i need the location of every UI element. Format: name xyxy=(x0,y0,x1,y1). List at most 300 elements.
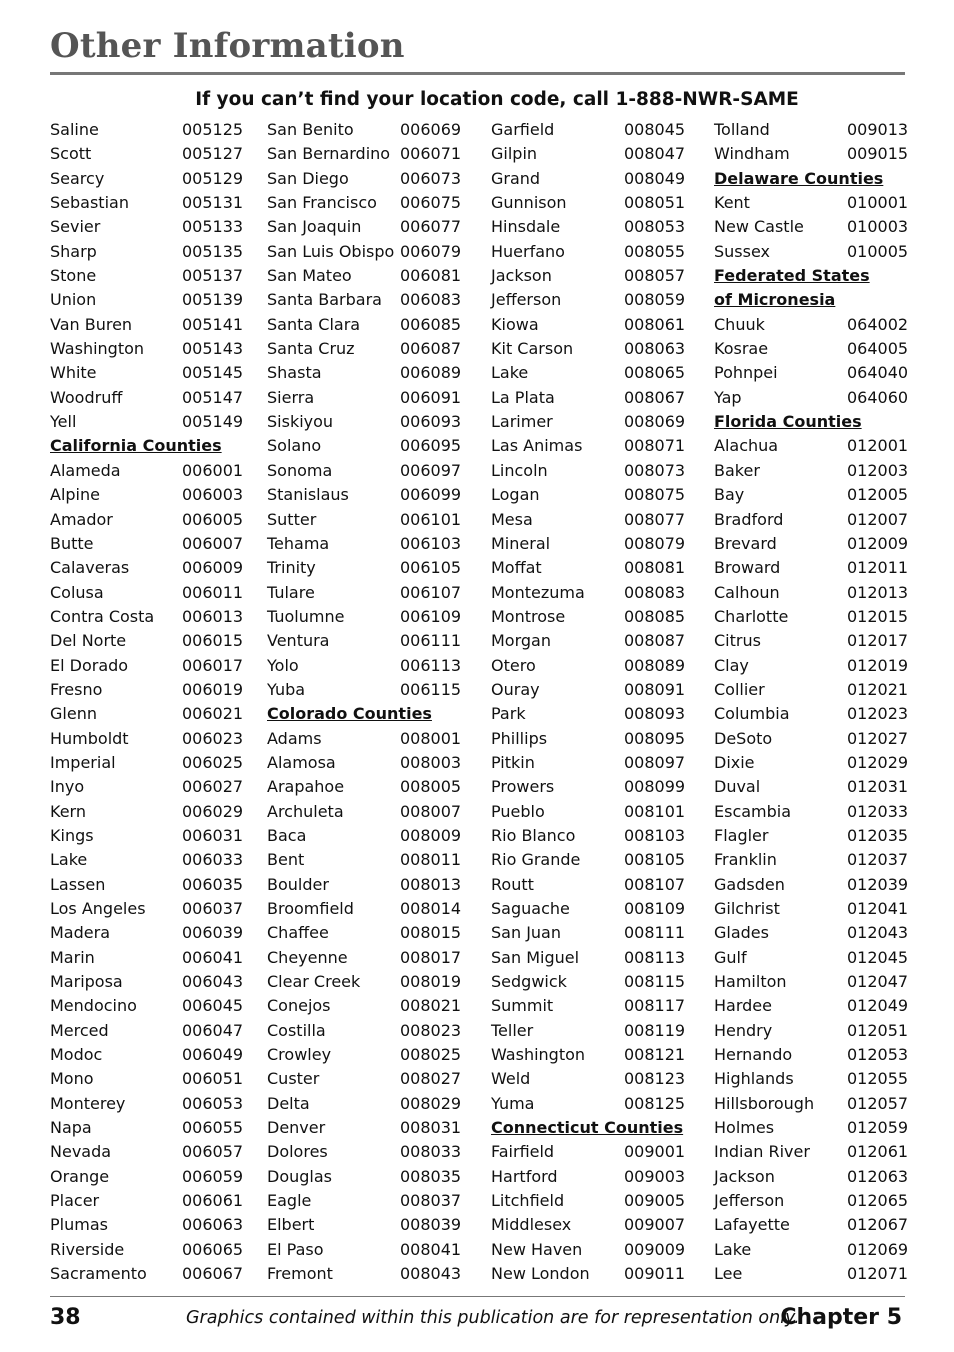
county-code: 008081 xyxy=(624,558,686,578)
county-row xyxy=(491,1043,686,1067)
county-row xyxy=(714,459,909,483)
county-code: 008037 xyxy=(400,1191,462,1211)
county-row xyxy=(491,946,686,970)
section-heading xyxy=(714,264,884,313)
county-row xyxy=(50,775,244,799)
county-row xyxy=(50,167,244,191)
county-row xyxy=(50,848,244,872)
county-row xyxy=(714,240,909,264)
county-name: Tolland xyxy=(714,120,770,139)
county-code: 008083 xyxy=(624,582,686,602)
county-row xyxy=(714,581,909,605)
county-name: Lafayette xyxy=(714,1215,790,1235)
county-name: Kosrae xyxy=(714,339,769,359)
county-code: 010005 xyxy=(847,241,909,261)
county-name: Escambia xyxy=(714,801,792,821)
county-row xyxy=(267,459,462,483)
county-row xyxy=(50,361,244,385)
county-name: San Francisco xyxy=(267,193,377,213)
county-name: Grand xyxy=(491,168,541,188)
county-code: 005133 xyxy=(182,217,244,237)
county-name: Saguache xyxy=(491,899,570,918)
county-code: 012013 xyxy=(847,582,909,602)
county-row xyxy=(491,508,686,532)
county-column-4 xyxy=(714,118,909,1287)
county-code: 008101 xyxy=(624,801,686,821)
county-name: Tulare xyxy=(267,582,315,602)
county-row xyxy=(267,751,462,775)
county-name: Garfield xyxy=(491,120,555,139)
county-row xyxy=(714,751,909,775)
county-name: Custer xyxy=(267,1069,320,1089)
county-row xyxy=(267,654,462,678)
county-row xyxy=(714,897,909,921)
county-row xyxy=(714,1140,909,1164)
county-row xyxy=(714,824,909,848)
county-code: 012051 xyxy=(847,1020,909,1040)
county-name: Archuleta xyxy=(267,801,344,821)
section-heading-label: Florida Counties xyxy=(714,412,862,432)
county-code: 009011 xyxy=(624,1264,686,1284)
county-name: Montrose xyxy=(491,606,566,626)
county-row xyxy=(50,410,244,434)
county-code: 006051 xyxy=(182,1069,244,1089)
county-code: 008035 xyxy=(400,1166,462,1186)
county-code: 006087 xyxy=(400,339,462,359)
county-row xyxy=(50,994,244,1018)
county-name: Adams xyxy=(267,728,322,748)
county-row xyxy=(267,727,462,751)
county-row xyxy=(50,727,244,751)
county-row xyxy=(50,337,244,361)
county-code: 006025 xyxy=(182,752,244,772)
county-name: Amador xyxy=(50,509,113,529)
county-name: Sedgwick xyxy=(491,972,567,992)
county-row xyxy=(491,556,686,580)
county-name: Fremont xyxy=(267,1264,333,1284)
county-name: New Castle xyxy=(714,217,804,237)
county-row xyxy=(491,897,686,921)
county-name: Jefferson xyxy=(714,1191,785,1211)
county-code: 012059 xyxy=(847,1118,909,1138)
section-heading xyxy=(50,434,222,458)
county-name: Riverside xyxy=(50,1239,125,1259)
county-code: 008061 xyxy=(624,314,686,334)
county-row xyxy=(267,1213,462,1237)
county-code: 006005 xyxy=(182,509,244,529)
county-code: 005125 xyxy=(182,120,244,139)
county-row xyxy=(714,1238,909,1262)
county-code: 006055 xyxy=(182,1118,244,1138)
county-row xyxy=(491,386,686,410)
county-name: Ventura xyxy=(267,631,330,651)
county-name: Fresno xyxy=(50,679,103,699)
county-row xyxy=(491,605,686,629)
county-row xyxy=(267,386,462,410)
county-name: Yap xyxy=(714,387,742,407)
county-name: San Benito xyxy=(267,120,354,139)
county-row xyxy=(714,873,909,897)
county-row xyxy=(491,1165,686,1189)
county-code: 006071 xyxy=(400,144,462,164)
county-row xyxy=(491,727,686,751)
section-heading-label: Colorado Counties xyxy=(267,704,432,724)
county-row xyxy=(491,873,686,897)
county-code: 006041 xyxy=(182,947,244,967)
county-name: Flagler xyxy=(714,825,769,845)
county-name: Clay xyxy=(714,655,749,675)
county-name: Logan xyxy=(491,485,540,505)
county-name: Hartford xyxy=(491,1166,558,1186)
county-code: 012045 xyxy=(847,947,909,967)
county-name: Tehama xyxy=(267,533,330,553)
county-code: 005127 xyxy=(182,144,244,164)
county-name: Montezuma xyxy=(491,582,585,602)
county-row xyxy=(491,1213,686,1237)
county-code: 006081 xyxy=(400,266,462,286)
county-name: Gunnison xyxy=(491,193,567,213)
county-code: 012037 xyxy=(847,850,909,870)
county-code: 005141 xyxy=(182,314,244,334)
county-name: Trinity xyxy=(267,558,316,578)
county-row xyxy=(714,946,909,970)
county-name: Dolores xyxy=(267,1142,328,1162)
county-name: Yuma xyxy=(491,1093,535,1113)
county-code: 012011 xyxy=(847,558,909,578)
county-code: 006079 xyxy=(400,241,462,261)
county-row xyxy=(50,1019,244,1043)
county-code: 008049 xyxy=(624,168,686,188)
county-name: Kern xyxy=(50,801,86,821)
county-row xyxy=(50,1067,244,1091)
section-heading-label: California Counties xyxy=(50,436,222,456)
county-name: San Miguel xyxy=(491,947,580,967)
county-code: 008119 xyxy=(624,1020,686,1040)
county-code: 009015 xyxy=(847,144,909,164)
county-name: El Dorado xyxy=(50,655,129,675)
county-code: 008014 xyxy=(400,899,462,918)
county-code: 006021 xyxy=(182,704,244,724)
county-row xyxy=(714,654,909,678)
county-name: Lake xyxy=(491,363,529,383)
county-row xyxy=(491,678,686,702)
county-name: Mendocino xyxy=(50,996,137,1016)
county-name: Lincoln xyxy=(491,460,548,480)
county-code: 006039 xyxy=(182,923,244,943)
county-name: Citrus xyxy=(714,631,761,651)
county-name: Siskiyou xyxy=(267,412,334,432)
county-code: 012039 xyxy=(847,874,909,894)
county-code: 006035 xyxy=(182,874,244,894)
county-code: 008013 xyxy=(400,874,462,894)
county-row xyxy=(491,532,686,556)
county-code: 006075 xyxy=(400,193,462,213)
county-code: 064040 xyxy=(847,363,909,383)
county-code: 005129 xyxy=(182,168,244,188)
county-code: 008019 xyxy=(400,972,462,992)
county-row xyxy=(50,970,244,994)
county-code: 010001 xyxy=(847,193,909,213)
county-row xyxy=(267,1116,462,1140)
county-name: Shasta xyxy=(267,363,322,383)
county-code: 064002 xyxy=(847,314,909,334)
county-code: 008077 xyxy=(624,509,686,529)
county-row xyxy=(50,142,244,166)
county-code: 008039 xyxy=(400,1215,462,1235)
county-code: 012053 xyxy=(847,1045,909,1065)
county-code: 006023 xyxy=(182,728,244,748)
county-code: 008125 xyxy=(624,1093,686,1113)
county-row xyxy=(714,848,909,872)
county-row xyxy=(491,264,686,288)
county-row xyxy=(714,1067,909,1091)
county-name: Sebastian xyxy=(50,193,129,213)
county-name: Scott xyxy=(50,144,92,164)
county-name: Costilla xyxy=(267,1020,326,1040)
county-name: Lake xyxy=(50,850,88,870)
county-row xyxy=(267,605,462,629)
county-name: Denver xyxy=(267,1118,326,1138)
county-code: 012017 xyxy=(847,631,909,651)
county-name: Orange xyxy=(50,1166,110,1186)
county-code: 012047 xyxy=(847,972,909,992)
county-name: Hardee xyxy=(714,996,772,1016)
county-name: Collier xyxy=(714,679,765,699)
county-name: Phillips xyxy=(491,728,548,748)
county-code: 006107 xyxy=(400,582,462,602)
county-code: 008041 xyxy=(400,1239,462,1259)
county-name: Marin xyxy=(50,947,95,967)
county-name: Prowers xyxy=(491,777,555,797)
county-row xyxy=(267,921,462,945)
county-name: Baker xyxy=(714,460,760,480)
county-code: 012057 xyxy=(847,1093,909,1113)
county-row xyxy=(267,118,462,142)
county-name: Mono xyxy=(50,1069,94,1089)
county-row xyxy=(50,678,244,702)
county-code: 012027 xyxy=(847,728,909,748)
county-name: Teller xyxy=(491,1020,534,1040)
county-row xyxy=(50,386,244,410)
county-row xyxy=(267,1067,462,1091)
county-code: 009013 xyxy=(847,120,909,139)
county-code: 008007 xyxy=(400,801,462,821)
county-code: 008091 xyxy=(624,679,686,699)
county-code: 008023 xyxy=(400,1020,462,1040)
county-code: 008115 xyxy=(624,972,686,992)
section-heading-label: Federated States of Micronesia xyxy=(714,266,870,310)
county-name: Pueblo xyxy=(491,801,545,821)
county-code: 008085 xyxy=(624,606,686,626)
county-name: Butte xyxy=(50,533,94,553)
county-row xyxy=(491,434,686,458)
county-row xyxy=(714,215,909,239)
county-row xyxy=(50,313,244,337)
county-name: Park xyxy=(491,704,526,724)
county-row xyxy=(267,1189,462,1213)
county-code: 006013 xyxy=(182,606,244,626)
county-name: Madera xyxy=(50,923,110,943)
county-row xyxy=(50,824,244,848)
county-name: Conejos xyxy=(267,996,331,1016)
county-code: 008025 xyxy=(400,1045,462,1065)
county-row xyxy=(267,483,462,507)
county-code: 012071 xyxy=(847,1264,909,1284)
county-name: Union xyxy=(50,290,97,310)
county-name: Solano xyxy=(267,436,322,456)
county-row xyxy=(267,410,462,434)
county-row xyxy=(50,1116,244,1140)
county-row xyxy=(50,459,244,483)
county-row xyxy=(714,1262,909,1286)
county-name: New London xyxy=(491,1264,590,1284)
county-row xyxy=(491,921,686,945)
county-code: 008079 xyxy=(624,533,686,553)
county-name: Sacramento xyxy=(50,1264,147,1284)
county-row xyxy=(491,1067,686,1091)
county-row xyxy=(50,654,244,678)
county-name: Humboldt xyxy=(50,728,129,748)
county-row xyxy=(50,1189,244,1213)
county-row xyxy=(267,775,462,799)
county-name: Brevard xyxy=(714,533,777,553)
county-row xyxy=(267,1262,462,1286)
county-code: 012019 xyxy=(847,655,909,675)
county-code: 006033 xyxy=(182,850,244,870)
county-name: Holmes xyxy=(714,1118,775,1138)
county-name: Douglas xyxy=(267,1166,332,1186)
county-row xyxy=(491,970,686,994)
county-code: 006049 xyxy=(182,1045,244,1065)
county-name: Stanislaus xyxy=(267,485,349,505)
county-row xyxy=(50,921,244,945)
county-row xyxy=(50,1262,244,1286)
county-row xyxy=(714,970,909,994)
county-name: Colusa xyxy=(50,582,104,602)
county-name: Stone xyxy=(50,266,97,286)
county-code: 006073 xyxy=(400,168,462,188)
county-code: 008045 xyxy=(624,120,686,139)
county-code: 012049 xyxy=(847,996,909,1016)
county-code: 008047 xyxy=(624,144,686,164)
county-code: 005145 xyxy=(182,363,244,383)
section-heading xyxy=(267,702,432,726)
county-code: 008123 xyxy=(624,1069,686,1089)
county-name: Calaveras xyxy=(50,558,130,578)
county-name: New Haven xyxy=(491,1239,583,1259)
county-name: Baca xyxy=(267,825,307,845)
county-name: Bay xyxy=(714,485,745,505)
county-name: Ouray xyxy=(491,679,540,699)
county-row xyxy=(50,581,244,605)
county-row xyxy=(267,1043,462,1067)
county-row xyxy=(491,1140,686,1164)
county-row xyxy=(714,483,909,507)
county-name: Columbia xyxy=(714,704,790,724)
county-code: 008097 xyxy=(624,752,686,772)
county-row xyxy=(50,483,244,507)
county-row xyxy=(491,118,686,142)
county-row xyxy=(267,897,462,921)
county-code: 006053 xyxy=(182,1093,244,1113)
county-row xyxy=(714,1092,909,1116)
county-row xyxy=(491,191,686,215)
county-name: Los Angeles xyxy=(50,899,146,918)
county-name: Summit xyxy=(491,996,554,1016)
county-name: Morgan xyxy=(491,631,551,651)
county-code: 008067 xyxy=(624,387,686,407)
county-row xyxy=(714,1043,909,1067)
county-code: 008031 xyxy=(400,1118,462,1138)
county-name: Yolo xyxy=(267,655,299,675)
county-row xyxy=(714,1116,909,1140)
county-row xyxy=(267,556,462,580)
county-name: Alameda xyxy=(50,460,121,480)
county-row xyxy=(50,1092,244,1116)
county-row xyxy=(267,946,462,970)
county-row xyxy=(50,946,244,970)
county-name: Indian River xyxy=(714,1142,810,1162)
county-name: Santa Clara xyxy=(267,314,361,334)
county-name: Gulf xyxy=(714,947,747,967)
county-code: 008051 xyxy=(624,193,686,213)
disclaimer-text: Graphics contained within this publication are for representation only. xyxy=(186,1308,800,1328)
county-code: 008093 xyxy=(624,704,686,724)
county-row xyxy=(267,800,462,824)
county-code: 012007 xyxy=(847,509,909,529)
county-name: Gadsden xyxy=(714,874,785,894)
county-row xyxy=(50,1238,244,1262)
county-name: San Joaquin xyxy=(267,217,362,237)
county-name: Boulder xyxy=(267,874,329,894)
county-code: 006069 xyxy=(400,120,462,139)
county-code: 008033 xyxy=(400,1142,462,1162)
county-name: Dixie xyxy=(714,752,755,772)
county-name: San Juan xyxy=(491,923,561,943)
county-code: 006077 xyxy=(400,217,462,237)
county-code: 012029 xyxy=(847,752,909,772)
county-code: 006007 xyxy=(182,533,244,553)
county-code: 006019 xyxy=(182,679,244,699)
county-name: Crowley xyxy=(267,1045,332,1065)
county-name: Otero xyxy=(491,655,536,675)
county-code: 008105 xyxy=(624,850,686,870)
county-name: Sierra xyxy=(267,387,315,407)
county-row xyxy=(267,1019,462,1043)
county-code: 006097 xyxy=(400,460,462,480)
county-row xyxy=(491,215,686,239)
county-code: 006067 xyxy=(182,1264,244,1284)
county-row xyxy=(714,727,909,751)
county-code: 008117 xyxy=(624,996,686,1016)
county-name: Del Norte xyxy=(50,631,127,651)
county-name: Kit Carson xyxy=(491,339,574,359)
county-name: Modoc xyxy=(50,1045,103,1065)
county-code: 008027 xyxy=(400,1069,462,1089)
county-row xyxy=(50,118,244,142)
county-name: Alachua xyxy=(714,436,779,456)
county-code: 012041 xyxy=(847,899,909,918)
county-name: Moffat xyxy=(491,558,542,578)
county-name: Plumas xyxy=(50,1215,108,1235)
county-name: Pohnpei xyxy=(714,363,778,383)
county-row xyxy=(50,751,244,775)
county-code: 064005 xyxy=(847,339,909,359)
page-number: 38 xyxy=(50,1305,81,1330)
county-row xyxy=(491,824,686,848)
county-row xyxy=(491,775,686,799)
county-row xyxy=(50,1140,244,1164)
